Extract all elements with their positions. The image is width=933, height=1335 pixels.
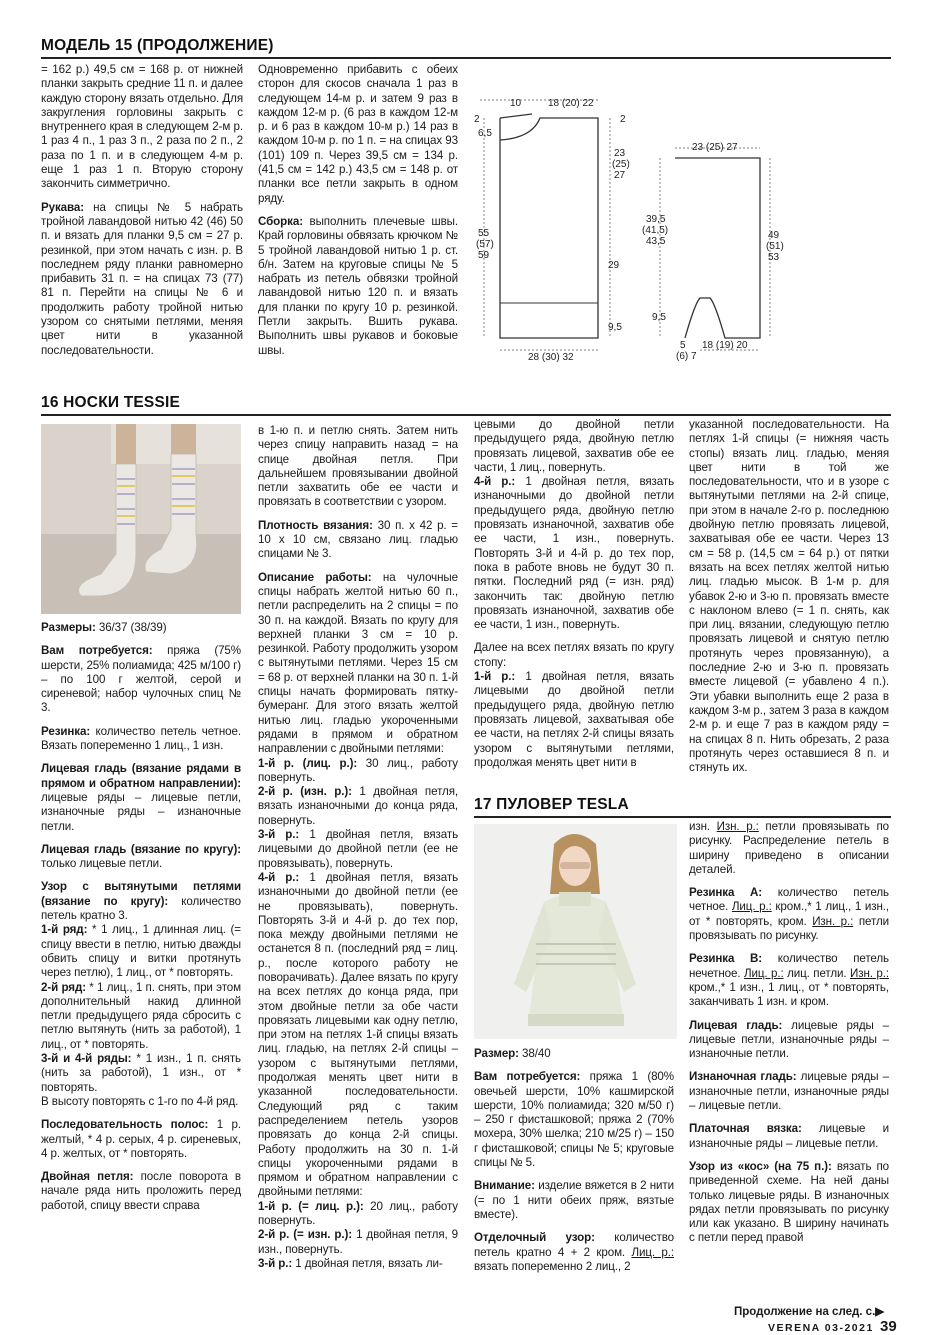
foot-and-toe-text: указанной последовательности. На петлях 1-й спицы (= нижняя часть стопы) вязать лиц. гладью, меняя цвет нити в той же последовательности, что и в узоре с вытянутыми петлями на 2-й спице, при этом в начале 2-го р. последнюю двойную петлю провязать лицевой, захватывая обе ее части. Через 13 см = 58 р. (14,5 см = 64 р.) от пятки вязать на всех петлях желтой нитью лиц. гладью мысок. В 1-м р. для убавок 2-ю и 3-ю п. провязать вместе с наклоном влево (= 1 п. снять, как при лиц. вязании, следующую петлю провязать лицевой и снятую петлю протянуть через провязанную), а последние 2-ю и 3-ю п. провязать вместе лицевой (= убавлено 4 п.). Эти убавки выполнить еще 2 раза в каждом 3-м р., затем 3 раза в каждом 2-м р. и еще 7 раз в каждом ряду = на спицах 8 п. Нить обрезать, 2 раза протянуть через оставшиеся 8 п. и стянуть их. (689, 418, 889, 775)
label-armhole: 23 (25) 27 (612, 148, 630, 181)
heel-row-4: 4-й р.: 1 двойная петля, вязать изнаночными до двойной петли (ее не провязывать), повернуть. Повторять 3-й и 4-й р. до тех пор, пока между двойными петлями не останется 8 п. (последний ряд = лиц. р., после которого работу не поворачивать). Далее вязать по кругу на всех петлях до конца ряда, при этом двойные петли за обе части провязать лицевыми как одну петлю, при этом на петлях 1-й спицы вязать лиц. гладью, на петлях 2-й спицы – узором с вытянутыми петлями, продолжая менять цвет нити в указанной последовательности. Следующий ряд с таким распределением петель узоров провязать до конца 2-й спицы. Работу продолжить на 30 п. 1-й спицы укороченными рядами в прямом и обратном направлении с двойными петлями: (258, 870, 459, 1199)
sleeve-outline (675, 158, 760, 338)
socks-gauge: Плотность вязания: 30 п. х 42 р. = 10 х 10 см, связано лиц. гладью спицами № 3. (258, 518, 458, 561)
label-width: 28 (30) 32 (528, 352, 574, 363)
section17-rule (474, 816, 891, 818)
label-shoulder-left: 2 (474, 114, 480, 125)
model15-neck-text: = 162 р.) 49,5 см = 168 р. от нижней планки закрыть средние 11 п. и далее каждую сторону вязать отдельно. Для закругления горловины закрыть с внутреннего края в следующем 2-м р. 1 раз 4 п., 1 раз 3 п., 2 раза по 2 п., 2 раза по 1 п. и в следующем 4-м р. еще 1 раз 1 п. Вторую сторону закончить симметрично. (41, 63, 243, 191)
foot-row-1: 1-й р.: 1 двойная петля, вязать лицевыми до двойной петли предыдущего ряда, двойную петлю провязать лицевой, захватывая обе ее части, на петлях 2-й спицы вязать узором с вытянутыми петлями, продолжая менять цвет нити в (474, 670, 675, 769)
sweater-rib-a: Резинка А: количество петель четное. Лиц. р.: кром.,* 1 лиц., 1 изн., от * повторять, кром. Изн. р.: петли провязывать по рисунку. (689, 886, 889, 943)
socks-row-1: 1-й ряд: * 1 лиц., 1 длинная лиц. (= спицу ввести в петлю, нитью дважды обвить спицу и витки протянуть через петлю), 1 лиц., от * повторять. (41, 923, 241, 980)
magazine-name: VERENA 03-2021 (768, 1322, 874, 1334)
section-title-17: 17 ПУЛОВЕР TESLA (474, 796, 629, 813)
sweater-stockinette: Лицевая гладь: лицевые ряды – лицевые петли, изнаночные ряды – изнаночные петли. (689, 1018, 889, 1061)
label-sleeve-cuff: 9,5 (652, 312, 666, 323)
label-shoulder-right: 2 (620, 114, 626, 125)
sweater-illustration (474, 824, 677, 1039)
socks-repeat: В высоту повторять с 1-го по 4-й ряд. (41, 1094, 239, 1108)
label-total-height: 55 (57) 59 (476, 228, 494, 261)
sweater-materials: Вам потребуется: пряжа 1 (80% овечьей шерсти, 10% кашмирской шерсти, 10% полиамида; 320 м/50 г) – 250 г фисташковой; пряжа 2 (70% мохера, 30% шелка; 210 м/25 г) – 150 г фисташковой; спицы № 5; круговые спицы № 5. (474, 1070, 674, 1170)
label-neck-depth: 6,5 (478, 128, 492, 139)
label-sleeve-total: 49 (51) 53 (766, 230, 784, 263)
model15-sleeves-text: Рукава: на спицы № 5 набрать тройной лавандовой нитью 42 (46) 50 п. и вязать для планки 9,5 см = 27 р. резинкой, при этом начать с изн. р. В последнем ряду планки равномерно прибавить 31 п. = на спицах 73 (77) 81 п. Перейти на спицы № 6 и продолжить работу тройной нитью узором со снятыми петлями, меняя цвет нити в указанной последовательности. (41, 200, 243, 357)
heel-row-3: 3-й р.: 1 двойная петля, вязать лицевыми до двойной петли (ее не провязывать), повернуть. (258, 828, 459, 870)
label-rib: 9,5 (608, 322, 622, 333)
header-rule (41, 57, 891, 59)
socks-column-3 (474, 418, 674, 770)
heel-row-4b: 4-й р.: 1 двойная петля, вязать изнаночными до двойной петли предыдущего ряда, двойную петлю провязать изнаночной, захватив обе ее части, 1 изн., повернуть. Повторять 3-й и 4-й р. до тех пор, пока в работе вновь не будут 30 п. пятки. Последний ряд (= изн. ряд) закончить так: двойную петлю провязать изнаночной, захватив обе ее части, 1 изн., повернуть. (474, 475, 675, 632)
label-sleeve-bottom: 18 (19) 20 (702, 340, 748, 351)
socks-column-2 (258, 424, 458, 1271)
model15-column-1 (41, 63, 243, 367)
sweater-garter: Платочная вязка: лицевые и изнаночные ряды – лицевые петли. (689, 1122, 889, 1150)
model15-column-2 (258, 63, 458, 367)
model15-assembly-text: Сборка: выполнить плечевые швы. Край горловины обвязать крючком № 5 тройной лавандовой нитью 1 р. ст. б/н. Затем на круговые спицы № 5 набрать из петель обвязки тройной лавандовой нитью 120 п. и вязать для планки по кругу 10 р. резинкой. Петли закрыть. Вшить рукава. Выполнить швы рукавов и боковые швы. (258, 214, 458, 357)
label-sleeve-top: 23 (25) 27 (692, 142, 738, 153)
pattern-schematic (470, 88, 890, 373)
socks-column-4 (689, 418, 889, 784)
heel-row-1: 1-й р. (лиц. р.): 30 лиц., работу повернуть. (258, 756, 458, 784)
heel-row-1b: 1-й р. (= лиц. р.): 20 лиц., работу повернуть. (258, 1199, 458, 1228)
socks-materials: Вам потребуется: пряжа (75% шерсти, 25% полиамида; 425 м/100 г) – по 100 г желтой, серой и сиреневой; набор чулочных спиц № 3. (41, 644, 241, 715)
heel-row-3b-cont: цевыми до двойной петли предыдущего ряда, двойную петлю провязать лицевой, захватив обе ее части, 1 лиц., повернуть. (474, 418, 674, 474)
sweater-reverse-stockinette: Изнаночная гладь: лицевые ряды – изнаночные петли, изнаночные ряды – лицевые петли. (689, 1070, 889, 1113)
socks-stst-rows: Лицевая гладь (вязание рядами в прямом и обратном направлении): лицевые ряды – лицевые петли, изнаночные ряды – изнаночные петли. (41, 762, 241, 833)
socks-photo (41, 424, 241, 614)
socks-rib: Резинка: количество петель четное. Вязать попеременно 1 лиц., 1 изн. (41, 724, 241, 753)
socks-slip-pattern: Узор с вытянутыми петлями (вязание по кругу): количество петель кратно 3. (41, 880, 241, 923)
section-title-16: 16 НОСКИ TESSIE (41, 394, 181, 411)
label-sleeve-bottom-left: 5 (6) 7 (676, 340, 697, 362)
socks-double-stitch: Двойная петля: после поворота в начале ряда нить проложить перед работой, спицу ввести справа (41, 1170, 241, 1212)
heel-row-3b: 3-й р.: 1 двойная петля, вязать ли- (258, 1256, 443, 1270)
sweater-note: Внимание: изделие вяжется в 2 нити (= по 1 нити обеих пряж, вязтые вместе). (474, 1179, 674, 1221)
socks-double-stitch-cont: в 1-ю п. и петлю снять. Затем нить через спицу направить назад = на спице двойная петля. При дальнейшем провязывании двойной петли захватить обе ее части и провязать в соответствии с узором. (258, 424, 458, 509)
model15-increase-text: Одновременно прибавить с обеих сторон для скосов сначала 1 раз в следующем 14-м р. и затем 9 раз в каждом 12-м р. (6 раз в каждом 12-м р. и 6 раз в каждом 10-м р.) 14 раз в каждом 10-м р. по 1 п. = на спицах 93 (101) 109 п. Через 39,5 см = 134 р. (41,5 см = 142 р.) 43,5 см = 148 р. от планки все петли закрыть в одном ряду. (258, 63, 458, 205)
socks-sizes: Размеры: 36/37 (38/39) (41, 621, 167, 634)
sweater-size: Размер: 38/40 (474, 1047, 551, 1060)
socks-description: Описание работы: на чулочные спицы набрать желтой нитью 60 п., петли распределить на 2 спицы = по 30 п. на каждой. Вязать по кругу для верхней планки 3 см = 10 р. резинкой. Работу продолжить узором с вытянутыми петлями. Через 15 см = 68 р. от верхней планки на 30 п. 1-й спицы начать формировать пятку-бумеранг. Для этого вязать желтой нитью лиц. гладью укороченными рядами в прямом и обратном направлении с двойными петлями: (258, 570, 458, 756)
socks-stripes: Последовательность полос: 1 р. желтый, * 4 р. серых, 4 р. сиреневых, 4 р. желтых, от * повторять. (41, 1118, 241, 1160)
foot-intro: Далее на всех петлях вязать по кругу стопу: (474, 641, 674, 669)
socks-row-2: 2-й ряд: * 1 лиц., 1 п. снять, при этом дополнительный накид длинной петли предыдущего ряда сбросить с петлю вытянуть (нить за работой), 1 лиц., от * повторять. (41, 980, 241, 1051)
sweater-column-1 (474, 1047, 674, 1283)
continued-note: Продолжение на след. с.▶ (734, 1306, 885, 1318)
socks-column-1 (41, 621, 241, 1222)
label-neck-top-left: 10 (510, 98, 522, 109)
page-number: 39 (880, 1318, 897, 1335)
sweater-column-2 (689, 820, 889, 1255)
sweater-photo (474, 824, 677, 1039)
label-neck-top-right: 18 (20) 22 (548, 98, 594, 109)
section-title-model15: МОДЕЛЬ 15 (ПРОДОЛЖЕНИЕ) (41, 37, 274, 54)
label-sleeve-length: 39,5 (41,5) 43,5 (642, 214, 669, 247)
section16-rule (41, 414, 891, 416)
body-outline (500, 118, 598, 338)
sweater-finish-cont: изн. Изн. р.: петли провязывать по рисунку. Распределение петель в ширину приведено в описании деталей. (689, 820, 889, 876)
socks-illustration (41, 424, 241, 614)
socks-row-34: 3-й и 4-й ряды: * 1 изн., 1 п. снять (нить за работой), 1 изн., от * повторять. (41, 1052, 241, 1094)
heel-row-2: 2-й р. (изн. р.): 1 двойная петля, вязать изнаночными до конца ряда, повернуть. (258, 785, 458, 827)
heel-row-2b: 2-й р. (= изн. р.): 1 двойная петля, 9 изн., повернуть. (258, 1228, 459, 1256)
sweater-cable-pattern: Узор из «кос» (на 75 п.): вязать по приведенной схеме. На ней даны только лицевые ряды. В изнаночных рядах петли провязывать по рисунку или как указано. В ширину начинать с петли перед правой (689, 1159, 889, 1245)
sweater-finish-pattern: Отделочный узор: количество петель кратно 4 + 2 кром. Лиц. р.: вязать попеременно 2 лиц., 2 (474, 1231, 674, 1273)
label-side: 29 (608, 260, 620, 271)
sweater-rib-b: Резинка В: количество петель нечетное. Лиц. р.: лиц. петли. Изн. р.: кром.,* 1 изн., 1 лиц., от * повторять, заканчивать 1 изн. и кром. (689, 952, 889, 1009)
socks-stst-round: Лицевая гладь (вязание по кругу): только лицевые петли. (41, 842, 241, 871)
